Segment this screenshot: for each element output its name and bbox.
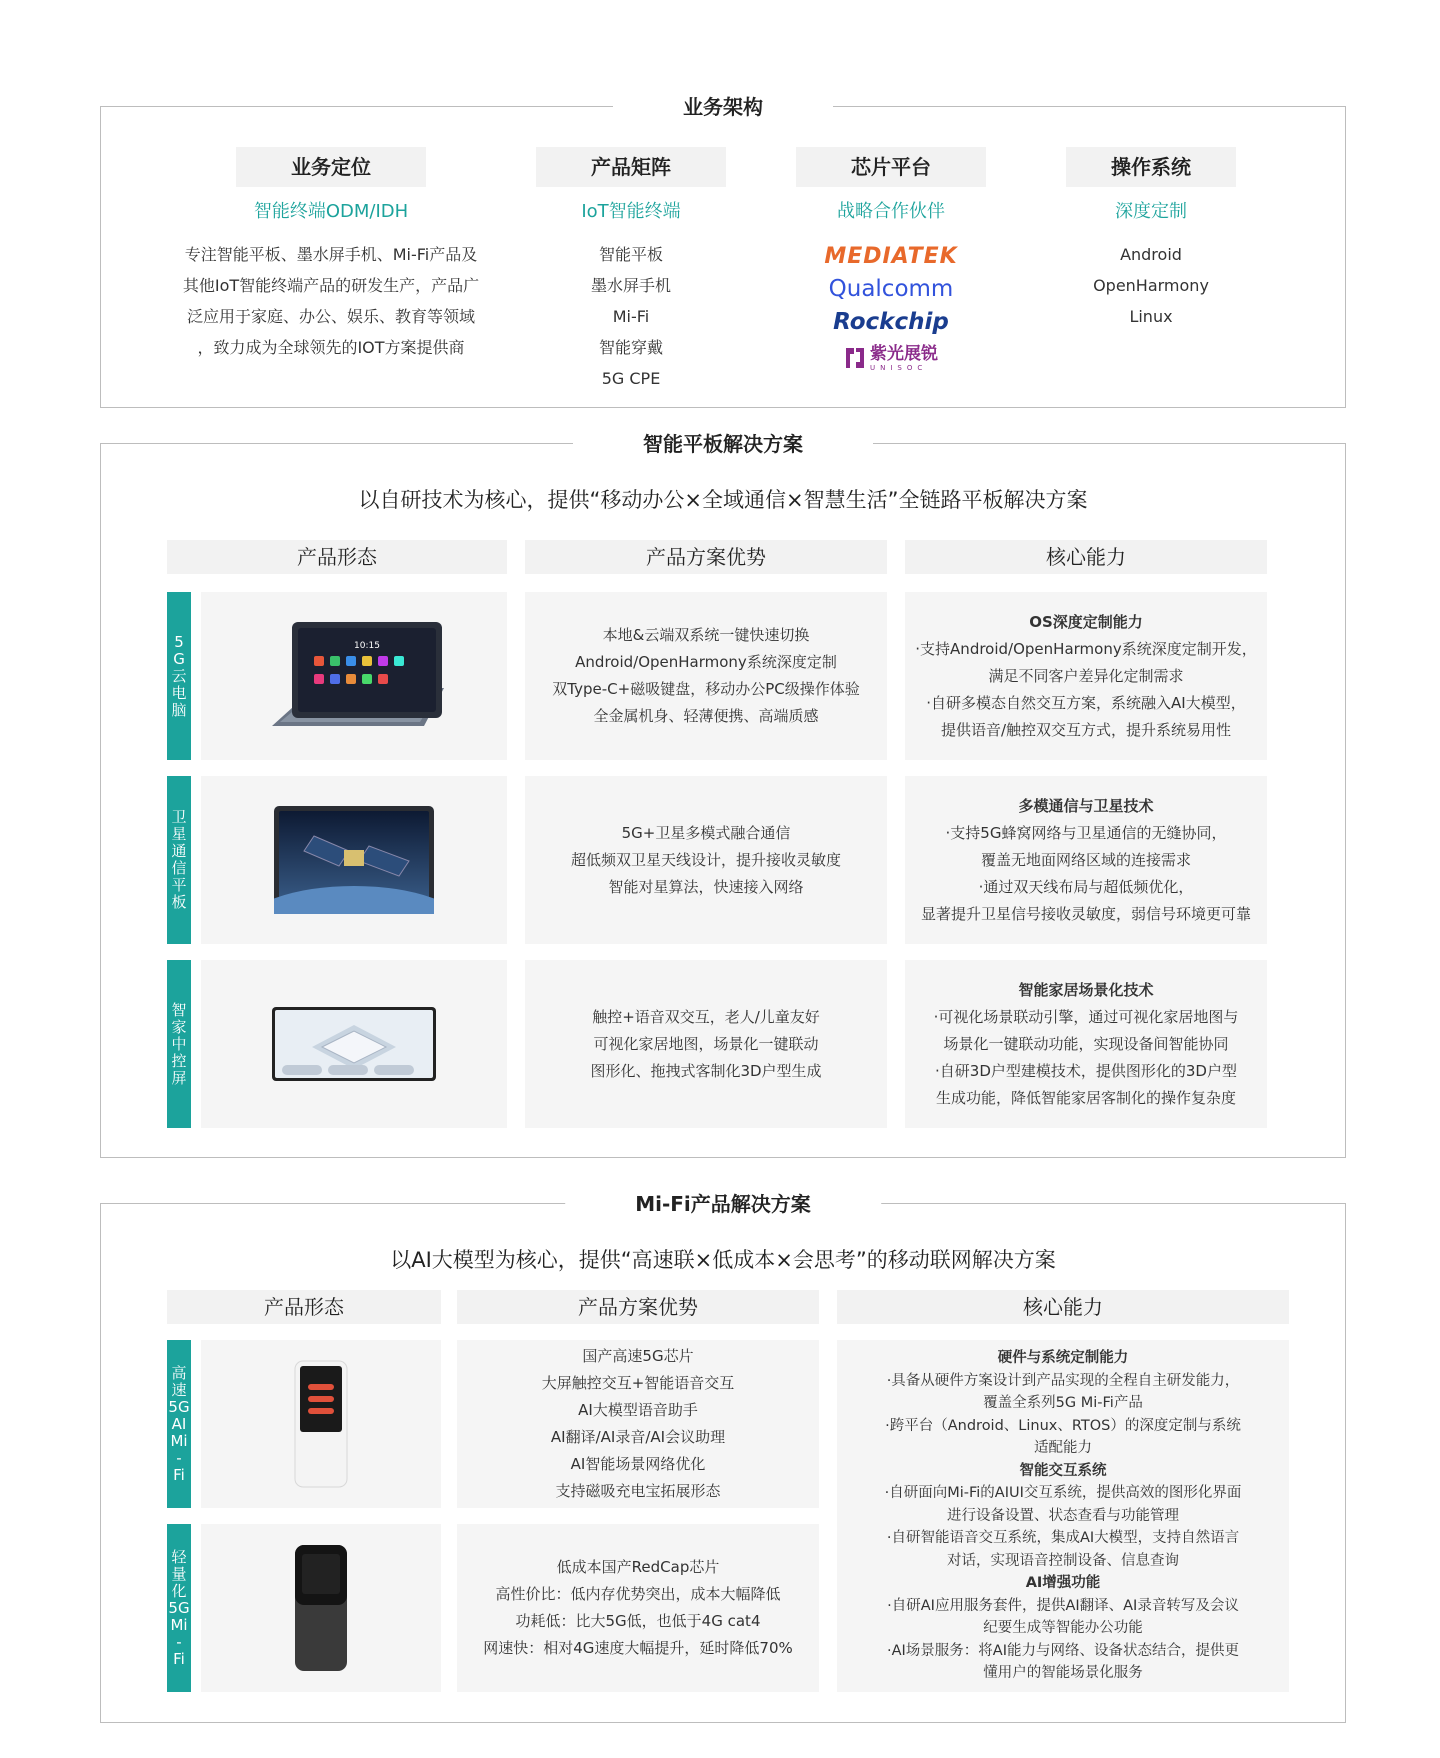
arch-col-positioning [151,147,511,363]
arch-line: 泛应用于家庭、办公、娱乐、教育等领域 [186,307,475,326]
arch-line: 墨水屏手机 [590,276,671,295]
col-head-capability: 核心能力 [837,1290,1289,1324]
business-architecture-section [100,95,1346,408]
row-label-satellite-tablet: 卫 星 通 信 平 板 [167,776,191,944]
capability-cell: OS深度定制能力 ·支持Android/OpenHarmony系统深度定制开发， 满足不同客户差异化定制需求 ·自研多模态自然交互方案，系统融入AI大模型， 提供语音/触控双交互方式，提升系统易用性 [905,592,1267,760]
advantage-cell: 低成本国产RedCap芯片 高性价比：低内存优势突出，成本大幅降低 功耗低：比大5G低，也低于4G cat4 网速快：相对4G速度大幅提升，延时降低70% [457,1524,819,1692]
arch-list [151,239,511,363]
arch-sub: 战略合作伙伴 [837,201,945,222]
arch-sub: IoT智能终端 [581,201,681,222]
col-head-form: 产品形态 [167,1290,441,1324]
capability-line: 对话，实现语音控制设备、信息查询 [947,1552,1179,1569]
arch-line: 智能平板 [598,245,663,264]
row-label-smart-home-panel: 智 家 中 控 屏 [167,960,191,1128]
arch-sub: 智能终端ODM/IDH [253,201,409,222]
arch-head: 业务定位 [236,147,426,187]
section-tagline: 以AI大模型为核心，提供“高速联×低成本×会思考”的移动联网解决方案 [390,1248,1056,1272]
arch-col-os [951,147,1351,332]
rockchip-logo: Rockchip [833,309,949,335]
capability-title: 智能交互系统 [1019,1462,1107,1479]
arch-line: Mi-Fi [612,307,650,326]
arch-line: Linux [1129,307,1173,326]
capability-line: ·自研AI应用服务套件，提供AI翻译、AI录音转写及会议 [887,1597,1239,1614]
arch-line: Android [1120,245,1182,264]
mifi-solution-section [100,1192,1346,1723]
advantage-cell: 触控+语音双交互，老人/儿童友好 可视化家居地图，场景化一键联动 图形化、拖拽式客制化3D户型生成 [525,960,887,1128]
arch-line: 专注智能平板、墨水屏手机、Mi-Fi产品及 [184,245,478,264]
row-label-5g-cloud-pc: 5 G 云 电 脑 [167,592,191,760]
arch-line: OpenHarmony [1093,276,1209,295]
arch-line: 其他IoT智能终端产品的研发生产，产品广 [182,276,480,295]
capability-line: ·跨平台（Android、Linux、RTOS）的深度定制与系统 [885,1417,1241,1434]
mifi-black-device-image [294,1544,348,1672]
section-title: 业务架构 [613,91,833,123]
section-tagline: 以自研技术为核心，提供“移动办公×全域通信×智慧生活”全链路平板解决方案 [358,488,1088,512]
capability-line: 适配能力 [1034,1440,1092,1457]
arch-line: 5G CPE [601,369,661,388]
product-image-cloud-pc [201,592,507,760]
section-title: Mi-Fi产品解决方案 [565,1188,881,1220]
qualcomm-logo: Qualcomm [828,276,954,302]
capability-cell: 多模通信与卫星技术 ·支持5G蜂窝网络与卫星通信的无缝协同， 覆盖无地面网络区域的连接需求 ·通过双天线布局与超低频优化， 显著提升卫星信号接收灵敏度，弱信号环境更可靠 [905,776,1267,944]
arch-list [531,239,731,394]
capability-line: 进行设备设置、状态查看与功能管理 [947,1507,1179,1524]
capability-line: ·自研智能语音交互系统，集成AI大模型，支持自然语言 [886,1530,1240,1547]
arch-list [951,239,1351,332]
capability-title: 硬件与系统定制能力 [997,1350,1129,1367]
advantage-cell: 国产高速5G芯片 大屏触控交互+智能语音交互 AI大模型语音助手 AI翻译/AI录音/AI会议助理 AI智能场景网络优化 支持磁吸充电宝拓展形态 [457,1340,819,1508]
capability-line: ·AI场景服务：将AI能力与网络、设备状态结合，提供更 [887,1642,1239,1659]
arch-head: 操作系统 [1066,147,1236,187]
capability-cell: 智能家居场景化技术 ·可视化场景联动引擎，通过可视化家居地图与 场景化一键联动功能，实现设备间智能协同 ·自研3D户型建模技术，提供图形化的3D户型 生成功能，降低智能家居客制化的操作复杂度 [905,960,1267,1128]
advantage-cell: 5G+卫星多模式融合通信 超低频双卫星天线设计，提升接收灵敏度 智能对星算法，快速接入网络 [525,776,887,944]
product-image-satellite [201,776,507,944]
capability-title: AI增强功能 [1025,1575,1101,1592]
tablet-solution-section [100,432,1346,1158]
advantage-cell: 本地&云端双系统一键快速切换 Android/OpenHarmony系统深度定制 双Type-C+磁吸键盘，移动办公PC级操作体验 全金属机身、轻薄便携、高端质感 [525,592,887,760]
unisoc-logo: 紫光展锐 UNISOC [791,340,991,376]
capability-line: 纪要生成等智能办公功能 [983,1620,1143,1637]
capability-line: ·具备从硬件方案设计到产品实现的全程自主研发能力， [886,1372,1240,1389]
arch-col-products [531,147,731,394]
row-label-lightweight-mifi: 轻 量 化 5G Mi - Fi [167,1524,191,1692]
product-image-lightweight-mifi [201,1524,441,1692]
section-title: 智能平板解决方案 [573,428,873,460]
mediatek-logo: MEDIATEK [824,243,958,269]
capability-line: 覆盖全系列5G Mi-Fi产品 [983,1395,1143,1412]
col-head-advantage: 产品方案优势 [525,540,887,574]
col-head-form: 产品形态 [167,540,507,574]
arch-head: 产品矩阵 [536,147,726,187]
satellite-tablet-image [274,806,434,914]
col-head-capability: 核心能力 [905,540,1267,574]
arch-line: ，致力成为全球领先的IOT方案提供商 [197,338,465,357]
svg-text:10:15: 10:15 [354,641,380,651]
mifi-white-device-image [294,1360,348,1488]
capability-line: 懂用户的智能场景化服务 [983,1665,1143,1682]
arch-sub: 深度定制 [1115,201,1187,222]
col-head-advantage: 产品方案优势 [457,1290,819,1324]
capability-line: ·自研面向Mi-Fi的AIUI交互系统，提供高效的图形化界面 [884,1485,1242,1502]
unisoc-icon [844,346,866,370]
tablet-keyboard-image [254,616,454,736]
row-label-high-speed-mifi: 高 速 5G AI Mi - Fi [167,1340,191,1508]
smart-home-panel-image [272,1007,436,1081]
mifi-capability-cell [837,1340,1289,1692]
arch-head: 芯片平台 [796,147,986,187]
arch-line: 智能穿戴 [598,338,663,357]
product-image-high-speed-mifi [201,1340,441,1508]
product-image-smart-home [201,960,507,1128]
